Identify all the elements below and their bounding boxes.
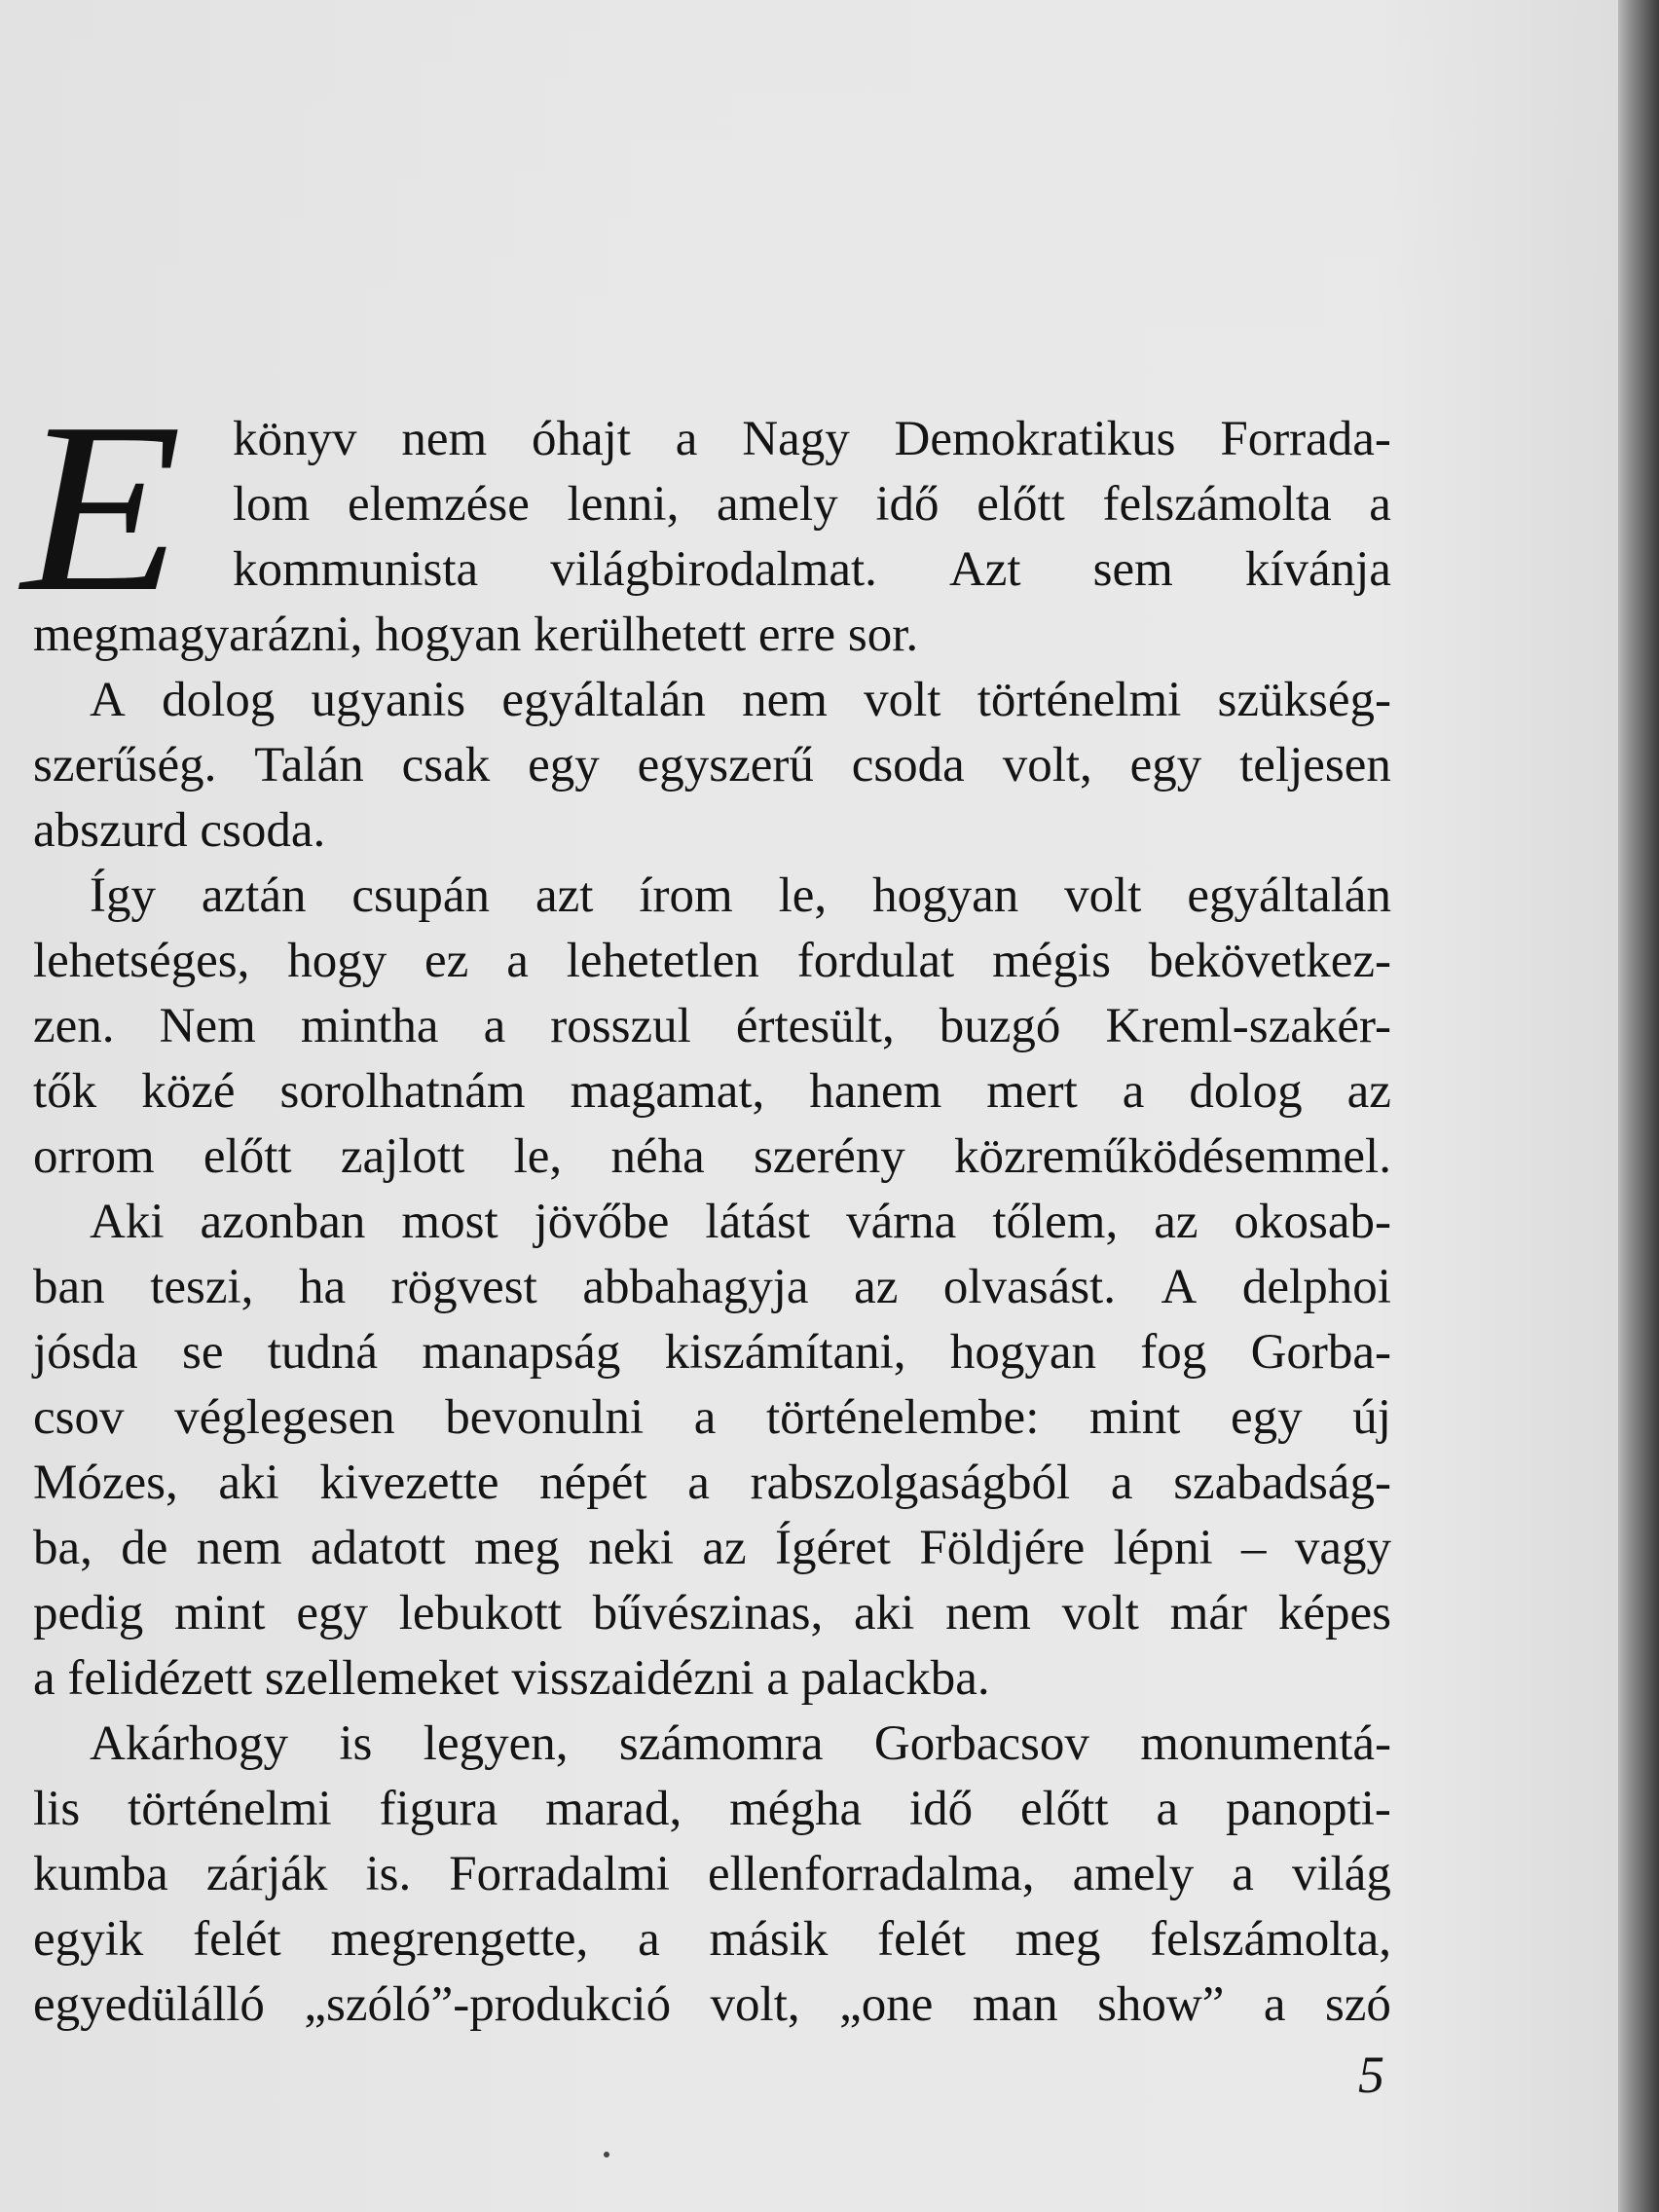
text-line: orrom előtt zajlott le, néha szerény közreműködésemmel. (33, 1129, 1391, 1184)
page-edge (1618, 0, 1659, 2212)
text-line: könyv nem óhajt a Nagy Demokratikus Forrada- (233, 412, 1391, 466)
text-line: abszurd csoda. (33, 803, 326, 858)
text-line: egyedülálló „szóló”-produkció volt, „one man show” a szó (33, 1977, 1391, 2032)
text-line: kumba zárják is. Forradalmi ellenforradalma, amely a világ (33, 1847, 1391, 1901)
text-line: A dolog ugyanis egyáltalán nem volt történelmi szükség- (90, 673, 1391, 727)
text-line: egyik felét megrengette, a másik felét meg felszámolta, (33, 1912, 1391, 1967)
text-line: Mózes, aki kivezette népét a rabszolgaságból a szabadság- (33, 1456, 1391, 1510)
body-text (33, 407, 1391, 2038)
text-line: pedig mint egy lebukott bűvészinas, aki nem volt már képes (33, 1586, 1391, 1641)
page-number: 5 (1358, 2046, 1384, 2104)
ink-dot (604, 2152, 609, 2157)
text-line: a felidézett szellemeket visszaidézni a palackba. (33, 1651, 990, 1706)
text-line: szerűség. Talán csak egy egyszerű csoda volt, egy teljesen (33, 738, 1391, 793)
drop-cap: E (21, 373, 182, 643)
text-line: Így aztán csupán azt írom le, hogyan volt egyáltalán (90, 868, 1391, 923)
bleed-through-area (0, 0, 1618, 350)
text-line: megmagyarázni, hogyan kerülhetett erre sor. (33, 608, 919, 662)
text-line: ba, de nem adatott meg neki az Ígéret Földjére lépni – vagy (33, 1521, 1391, 1575)
text-line: csov véglegesen bevonulni a történelembe: mint egy új (33, 1390, 1391, 1445)
text-line: Aki azonban most jövőbe látást várna tőlem, az okosab- (90, 1195, 1391, 1249)
text-line: ban teszi, ha rögvest abbahagyja az olvasást. A delphoi (33, 1260, 1391, 1314)
text-line: lis történelmi figura marad, mégha idő előtt a panopti- (33, 1782, 1391, 1836)
text-line: jósda se tudná manapság kiszámítani, hogyan fog Gorba- (33, 1325, 1391, 1380)
text-line: lehetséges, hogy ez a lehetetlen fordulat mégis bekövetkez- (33, 934, 1391, 988)
text-line: lom elemzése lenni, amely idő előtt felszámolta a (233, 477, 1391, 532)
text-line: tők közé sorolhatnám magamat, hanem mert a dolog az (33, 1064, 1391, 1119)
text-line: kommunista világbirodalmat. Azt sem kívánja (233, 542, 1391, 597)
text-line: Akárhogy is legyen, számomra Gorbacsov monumentá- (90, 1716, 1391, 1771)
text-line: zen. Nem mintha a rosszul értesült, buzgó Kreml-szakér- (33, 999, 1391, 1053)
